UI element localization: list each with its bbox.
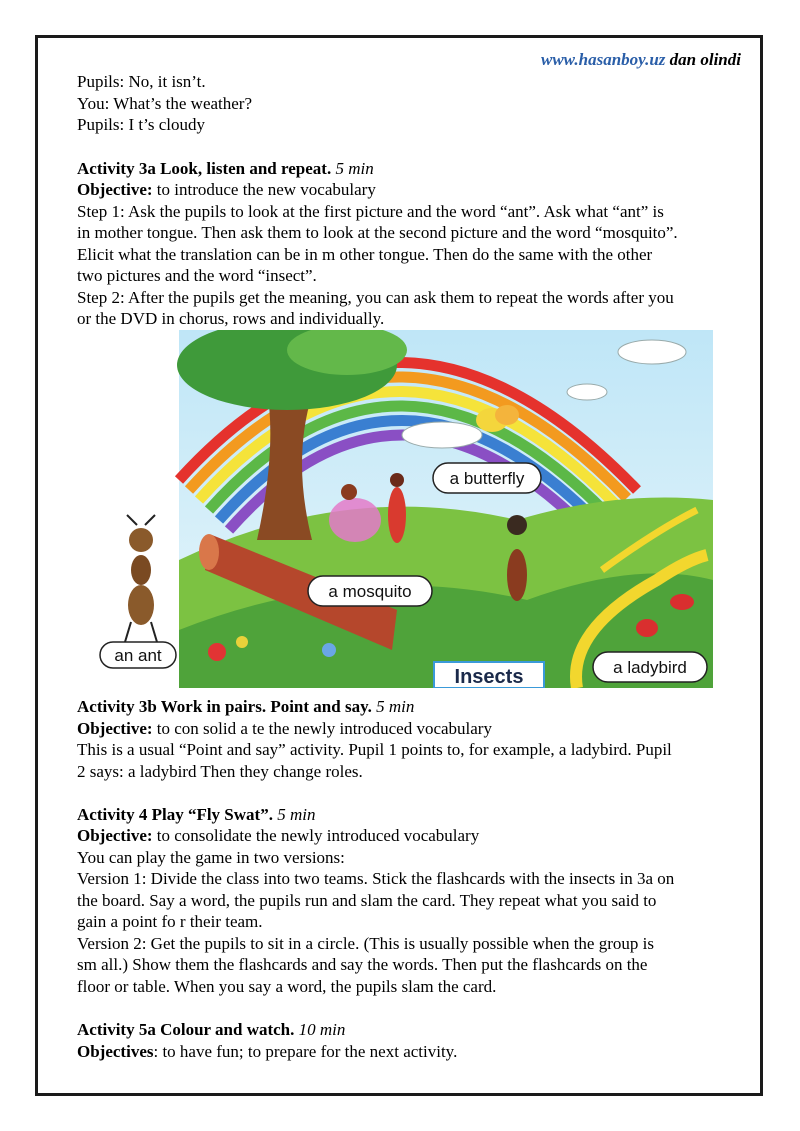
activity-3b-heading <box>77 696 414 718</box>
activity-3b-title: Activity 3b Work in pairs. Point and say. <box>77 697 372 716</box>
label-butterfly-text: a butterfly <box>449 469 525 488</box>
insects-illustration <box>97 330 713 688</box>
label-butterfly <box>433 463 541 493</box>
activity-3a-line: Step 2: After the pupils get the meaning, you can ask them to repeat the words after you <box>77 288 674 307</box>
objective-label: Objectives <box>77 1042 154 1061</box>
activity-3a-line: Step 1: Ask the pupils to look at the first picture and the word “ant”. Ask what “ant” is <box>77 202 664 221</box>
label-mosquito <box>308 576 432 606</box>
source-header <box>541 50 741 70</box>
label-mosquito-text: a mosquito <box>328 582 412 601</box>
objective-label: Objective: <box>77 180 153 199</box>
activity-3b-line: This is a usual “Point and say” activity. Pupil 1 points to, for example, a ladybird. Pupil <box>77 740 672 759</box>
intro-line: You: What’s the weather? <box>77 94 253 113</box>
objective-text: : to have fun; to prepare for the next activity. <box>153 1042 458 1061</box>
activity-3a-heading <box>77 158 374 180</box>
activity-4-line: gain a point fo r their team. <box>77 912 263 931</box>
objective-text: to introduce the new vocabulary <box>152 180 376 199</box>
activity-3a-line: or the DVD in chorus, rows and individually. <box>77 309 385 328</box>
activity-4-title: Activity 4 Play “Fly Swat”. <box>77 805 273 824</box>
picture-title: Insects <box>454 666 524 688</box>
standing-ant-figure <box>507 515 527 601</box>
objective-text: to consolidate the newly introduced vocabulary <box>152 826 480 845</box>
label-ant <box>100 642 176 668</box>
activity-3b-time: 5 min <box>371 697 415 716</box>
activity-3b-line: 2 says: a ladybird Then they change roles. <box>77 762 363 781</box>
intro-line: Pupils: I t’s cloudy <box>77 115 205 134</box>
source-link[interactable]: www.hasanboy.uz <box>541 50 666 69</box>
activity-3a-objective <box>77 179 376 201</box>
activity-4-line: floor or table. When you say a word, the pupils slam the card. <box>77 977 497 996</box>
picture-title-box <box>434 662 544 688</box>
activity-5a-objective <box>77 1041 457 1063</box>
activity-3a-line: in mother tongue. Then ask them to look at the second picture and the word “mosquito”. <box>77 223 678 242</box>
activity-5a-time: 10 min <box>294 1020 346 1039</box>
activity-4-line: You can play the game in two versions: <box>77 848 345 867</box>
activity-3a-line: Elicit what the translation can be in m other tongue. Then do the same with the other <box>77 245 653 264</box>
objective-label: Objective: <box>77 719 153 738</box>
activity-3a-time: 5 min <box>331 159 374 178</box>
activity-3a-line: two pictures and the word “insect”. <box>77 266 317 285</box>
activity-5a-title: Activity 5a Colour and watch. <box>77 1020 295 1039</box>
objective-text: to con solid a te the newly introduced vocabulary <box>152 719 492 738</box>
intro-line: Pupils: No, it isn’t. <box>77 72 206 91</box>
ant-figure <box>125 515 157 642</box>
activity-3b-objective <box>77 718 492 740</box>
activity-4-line: the board. Say a word, the pupils run and slam the card. They repeat what you said to <box>77 891 657 910</box>
objective-label: Objective: <box>77 826 153 845</box>
activity-3a-title: Activity 3a Look, listen and repeat. <box>77 159 332 178</box>
label-ladybird <box>593 652 707 682</box>
activity-5a-heading <box>77 1019 345 1041</box>
activity-4-objective <box>77 825 479 847</box>
activity-4-line: Version 1: Divide the class into two teams. Stick the flashcards with the insects in 3a on <box>77 869 675 888</box>
activity-4-heading <box>77 804 315 826</box>
label-ant-text: an ant <box>114 646 162 665</box>
activity-4-time: 5 min <box>272 805 316 824</box>
label-ladybird-text: a ladybird <box>613 658 687 677</box>
source-suffix: dan olindi <box>665 50 741 69</box>
activity-4-line: Version 2: Get the pupils to sit in a circle. (This is usually possible when the group is <box>77 934 654 953</box>
activity-4-line: sm all.) Show them the flashcards and say the words. Then put the flashcards on the <box>77 955 648 974</box>
